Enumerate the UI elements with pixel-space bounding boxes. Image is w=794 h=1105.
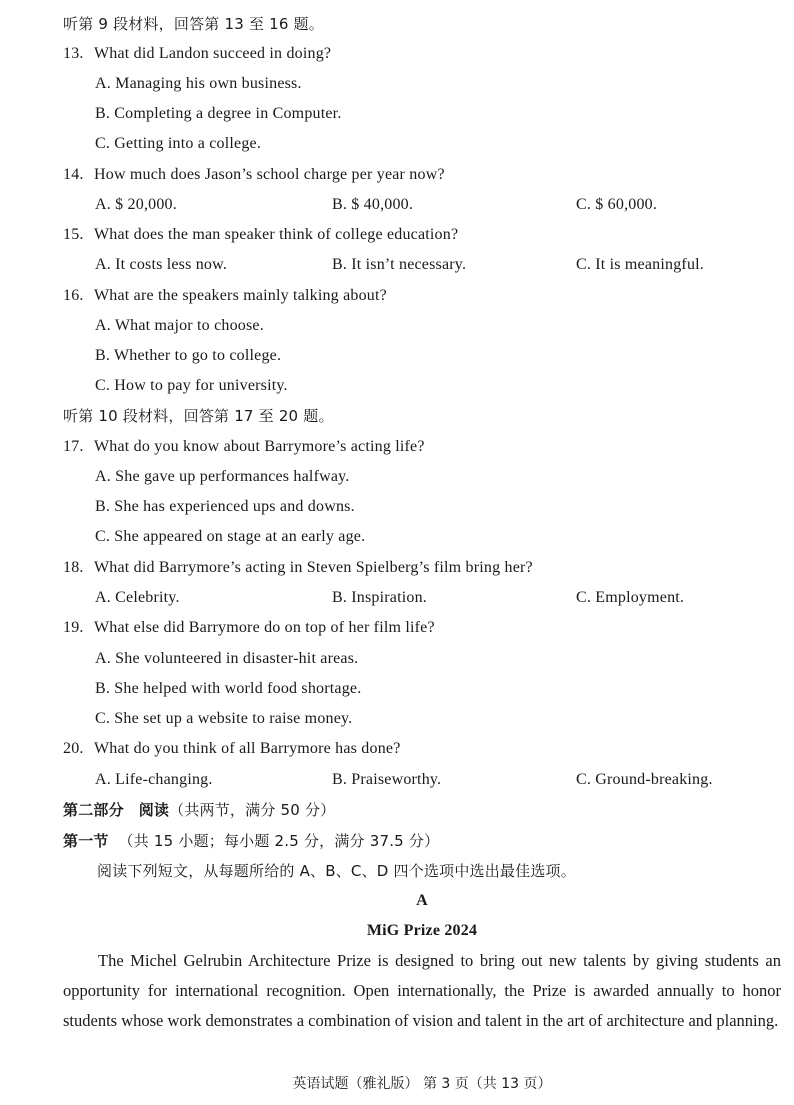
option-15a: A. It costs less now. [95,256,228,273]
passage-title: MiG Prize 2024 [366,922,478,939]
part2-label: 第二部分 [63,801,124,819]
section-header-10: 听第 10 段材料，回答第 17 至 20 题。 [63,407,334,425]
instructions: 阅读下列短文，从每题所给的 A、B、C、D 四个选项中选出最佳选项。 [97,862,576,880]
option-19b: B. She helped with world food shortage. [95,680,362,697]
question-number: 19. [63,619,84,636]
question-14 [63,165,445,185]
question-number: 17. [63,438,84,455]
option-15b: B. It isn’t necessary. [332,256,467,273]
passage-body [63,946,781,1036]
question-13 [63,44,331,64]
question-text: What did Landon succeed in doing? [94,45,332,62]
option-17b: B. She has experienced ups and downs. [95,498,355,515]
section1-label: 第一节 [63,832,109,850]
question-15 [63,225,458,245]
options-18 [95,588,735,608]
options-14 [95,195,735,215]
section1-note: （共 15 小题；每小题 2.5 分，满分 37.5 分） [118,832,440,850]
section-header-9: 听第 9 段材料，回答第 13 至 16 题。 [63,15,324,33]
option-14b: B. $ 40,000. [332,196,414,213]
question-17 [63,437,425,457]
question-16 [63,286,387,306]
option-20c: C. Ground-breaking. [576,771,713,788]
question-text: How much does Jason’s school charge per year now? [94,166,445,183]
question-20 [63,739,401,759]
question-number: 20. [63,740,84,757]
question-18 [63,558,533,578]
option-14a: A. $ 20,000. [95,196,177,213]
question-text: What did Barrymore’s acting in Steven Spielberg’s film bring her? [94,559,533,576]
question-19 [63,618,435,638]
question-text: What are the speakers mainly talking about? [94,287,387,304]
question-number: 13. [63,45,84,62]
option-20b: B. Praiseworthy. [332,771,442,788]
option-16b: B. Whether to go to college. [95,347,282,364]
question-number: 16. [63,287,84,304]
question-text: What does the man speaker think of college education? [94,226,459,243]
option-13b: B. Completing a degree in Computer. [95,105,342,122]
passage-letter: A [416,892,428,909]
question-number: 18. [63,559,84,576]
option-18c: C. Employment. [576,589,685,606]
option-19c: C. She set up a website to raise money. [95,710,353,727]
question-text: What do you think of all Barrymore has done? [94,740,401,757]
option-14c: C. $ 60,000. [576,196,658,213]
option-15c: C. It is meaningful. [576,256,704,273]
question-number: 14. [63,166,84,183]
options-20 [95,770,735,790]
part2-note: （共两节，满分 50 分） [169,801,336,819]
option-20a: A. Life-changing. [95,771,213,788]
option-18a: A. Celebrity. [95,589,180,606]
question-text: What else did Barrymore do on top of her film life? [94,619,435,636]
options-15 [95,255,735,275]
part2-header [63,800,335,820]
question-number: 15. [63,226,84,243]
option-17a: A. She gave up performances halfway. [95,468,350,485]
passage-paragraph: The Michel Gelrubin Architecture Prize is designed to bring out new talents by giving students an opportunity for international recognition. Open internationally, the Prize is awarded annually to honor students whose work demonstrates a combination of vision and talent in the art of architecture and planning. [63,951,781,1030]
option-19a: A. She volunteered in disaster-hit areas. [95,650,359,667]
option-13a: A. Managing his own business. [95,75,302,92]
option-17c: C. She appeared on stage at an early age. [95,528,366,545]
option-16c: C. How to pay for university. [95,377,288,394]
section1-header [63,831,439,851]
page-footer: 英语试题（雅礼版） 第 3 页（共 13 页） [292,1076,552,1092]
option-13c: C. Getting into a college. [95,135,262,152]
option-16a: A. What major to choose. [95,317,264,334]
part2-title: 阅读 [138,801,170,819]
question-text: What do you know about Barrymore’s acting life? [94,438,425,455]
option-18b: B. Inspiration. [332,589,427,606]
